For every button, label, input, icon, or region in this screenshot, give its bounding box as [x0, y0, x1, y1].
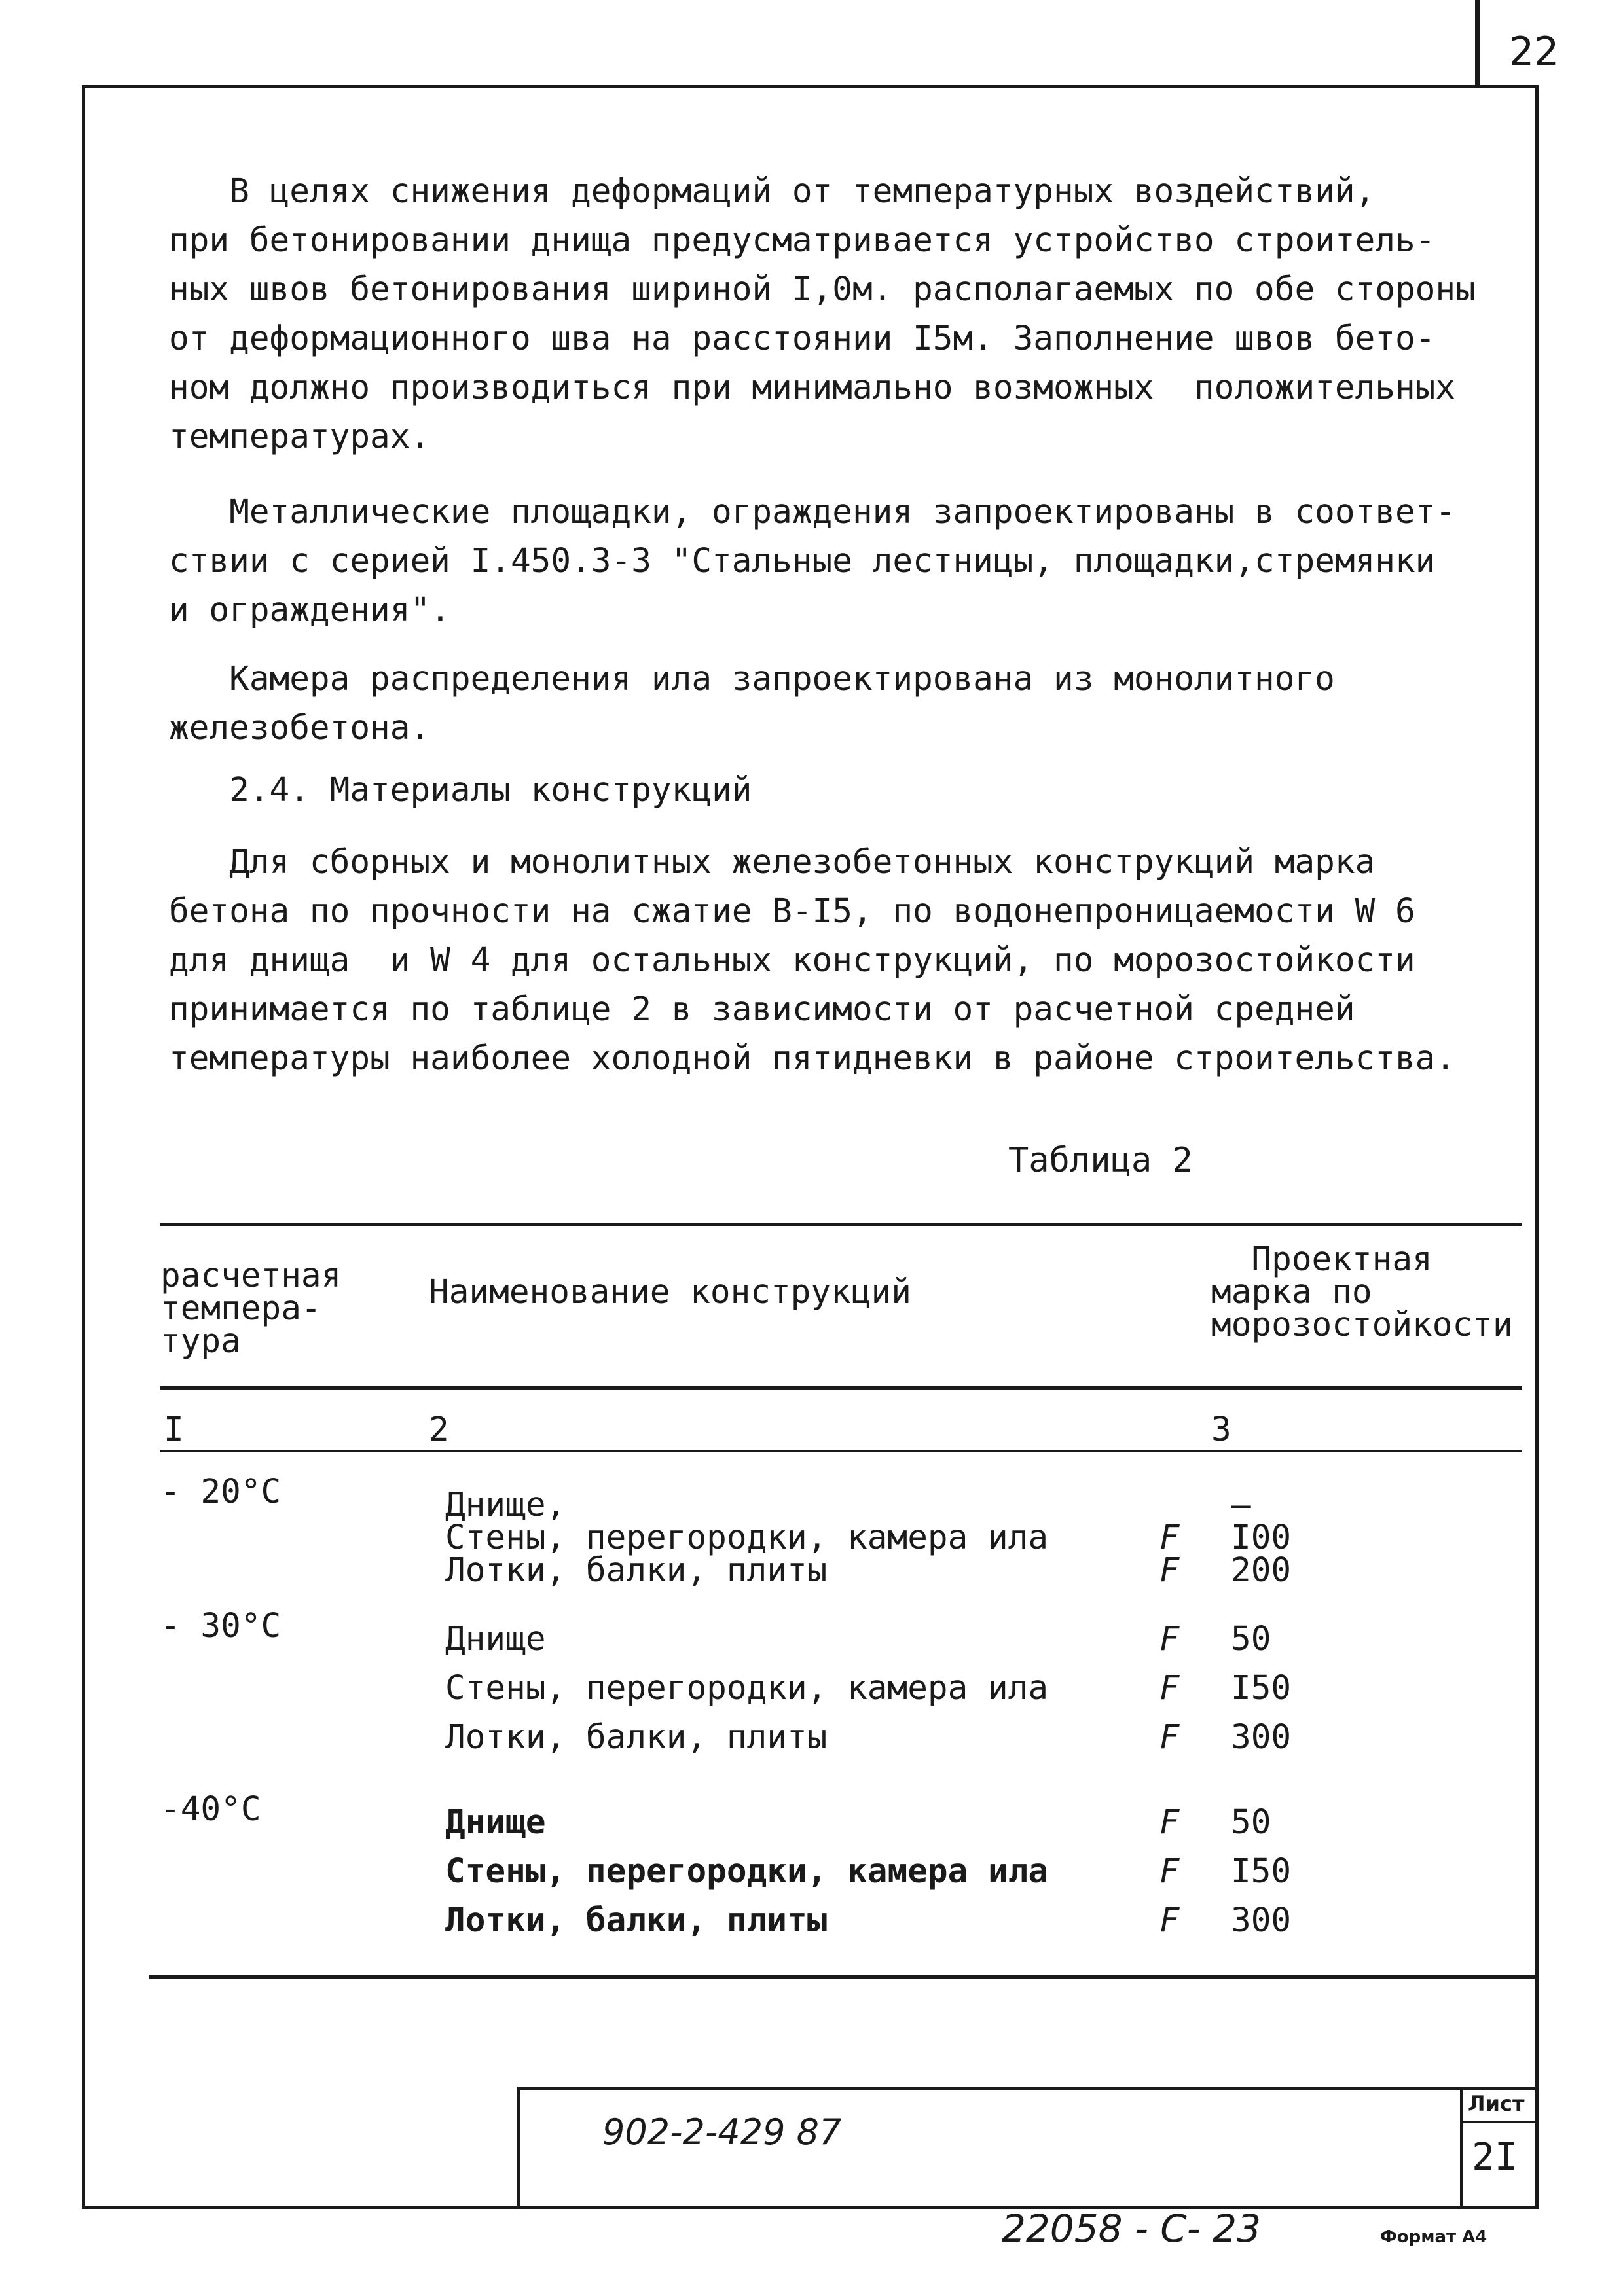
header-construction-name: Наименование конструкций — [429, 1273, 911, 1312]
grade-letter-cell: F — [1160, 1518, 1180, 1557]
construction-name-cell: Стены, перегородки, камера ила — [445, 1669, 1049, 1708]
top-sheet-number: 22 — [1509, 29, 1559, 75]
grade-value-cell: I50 — [1231, 1852, 1292, 1891]
temperature-cell: - 30°C — [160, 1607, 282, 1645]
construction-name-cell: Днище — [445, 1620, 546, 1659]
grade-value-cell: 50 — [1231, 1803, 1271, 1842]
grade-letter-cell: F — [1160, 1718, 1180, 1757]
table-header-rule — [160, 1386, 1522, 1390]
body-line: от деформационного шва на расстоянии I5м. Заполнение швов бето- — [169, 319, 1436, 358]
construction-name-cell: Стены, перегородки, камера ила — [445, 1518, 1049, 1557]
body-line: при бетонировании днища предусматривается устройство строитель- — [169, 221, 1436, 260]
sheet-box-divider — [1460, 2121, 1539, 2123]
header-frost-grade: Проектная марка по морозостойкости — [1211, 1240, 1513, 1344]
body-line: ном должно производиться при минимально возможных положительных — [169, 368, 1456, 407]
table-bottom-rule — [149, 1975, 1539, 1979]
grade-letter-cell: F — [1160, 1901, 1180, 1940]
grade-value-cell: I00 — [1231, 1518, 1292, 1557]
grade-value-cell: I50 — [1231, 1669, 1292, 1708]
body-line: для днища и W 4 для остальных конструкций, по морозостойкости — [169, 941, 1415, 980]
table-caption: Таблица 2 — [1008, 1141, 1193, 1180]
body-line: В целях снижения деформаций от температурных воздействий, — [169, 172, 1376, 211]
body-line: Для сборных и монолитных железобетонных конструкций марка — [169, 843, 1376, 882]
col-number-3: 3 — [1211, 1410, 1231, 1449]
grade-letter-cell: F — [1160, 1620, 1180, 1659]
col-number-rule — [160, 1450, 1522, 1452]
temperature-cell: -40°C — [160, 1790, 261, 1829]
construction-name-cell: Лотки, балки, плиты — [445, 1718, 828, 1757]
grade-letter-cell: F — [1160, 1803, 1180, 1842]
col-number-2: 2 — [429, 1410, 449, 1449]
grade-value-cell: 300 — [1231, 1901, 1292, 1940]
grade-value-cell: — — [1231, 1486, 1251, 1524]
body-line: бетона по прочности на сжатие В-I5, по водонепроницаемости W 6 — [169, 892, 1415, 931]
top-margin-tick — [1475, 0, 1480, 85]
header-temperature: расчетная темпера- тура — [160, 1257, 342, 1361]
body-line: температурах. — [169, 418, 431, 456]
body-line: температуры наиболее холодной пятидневки в районе строительства. — [169, 1039, 1456, 1078]
grade-value-cell: 200 — [1231, 1551, 1292, 1590]
body-line: железобетона. — [169, 709, 431, 747]
grade-value-cell: 300 — [1231, 1718, 1292, 1757]
construction-name-cell: Днище, — [445, 1486, 566, 1524]
body-line: Камера распределения ила запроектирована из монолитного — [169, 660, 1335, 698]
sheet-format: Формат А4 — [1380, 2227, 1487, 2247]
grade-letter-cell: F — [1160, 1669, 1180, 1708]
sheet-number: 2I — [1472, 2134, 1518, 2179]
grade-value-cell: 50 — [1231, 1620, 1271, 1659]
body-line: ствии с серией I.450.3-3 "Стальные лестницы, площадки,стремянки — [169, 542, 1436, 581]
construction-name-cell: Лотки, балки, плиты — [445, 1551, 828, 1590]
body-line: 2.4. Материалы конструкций — [169, 771, 752, 810]
col-number-1: I — [164, 1410, 184, 1449]
grade-letter-cell: F — [1160, 1551, 1180, 1590]
grade-letter-cell: F — [1160, 1852, 1180, 1891]
body-line: и ограждения". — [169, 591, 450, 630]
inventory-number: 22058 - C- 23 — [1002, 2206, 1261, 2251]
construction-name-cell: Днище — [445, 1803, 546, 1842]
body-line: Металлические площадки, ограждения запроектированы в соответ- — [169, 493, 1456, 531]
body-line: принимается по таблице 2 в зависимости от расчетной средней — [169, 990, 1355, 1029]
construction-name-cell: Стены, перегородки, камера ила — [445, 1852, 1049, 1891]
body-line: ных швов бетонирования шириной I,0м. располагаемых по обе стороны — [169, 270, 1476, 309]
table-top-rule — [160, 1223, 1522, 1226]
temperature-cell: - 20°C — [160, 1473, 282, 1511]
document-code: 902-2-429 87 — [602, 2111, 842, 2153]
construction-name-cell: Лотки, балки, плиты — [445, 1901, 828, 1940]
sheet-label: Лист — [1468, 2091, 1525, 2116]
